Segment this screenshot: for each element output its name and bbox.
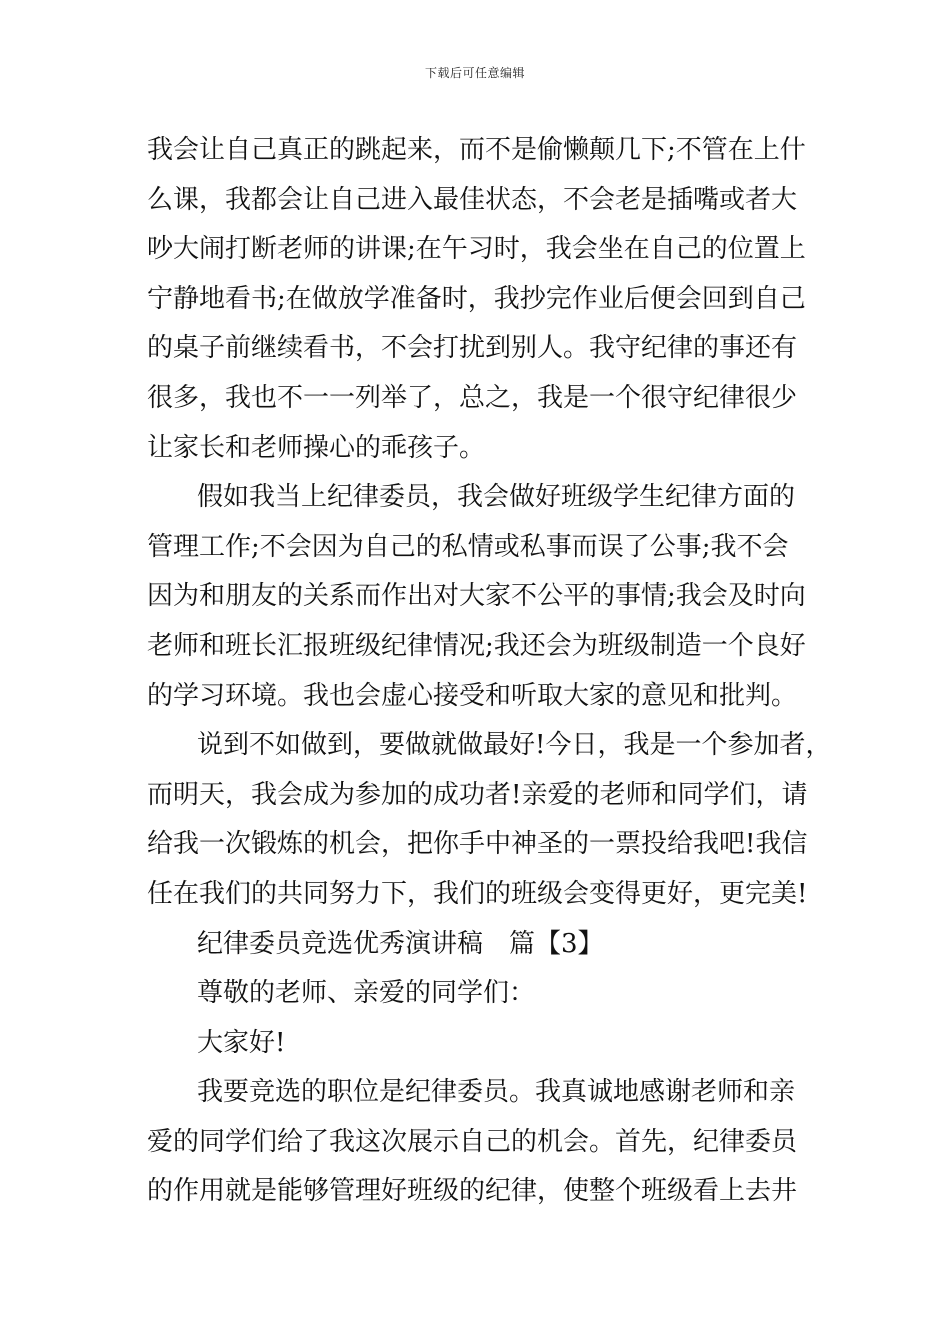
text-line: 我要竞选的职位是纪律委员。我真诚地感谢老师和亲 — [197, 1077, 796, 1108]
text-line: 爱的同学们给了我这次展示自己的机会。首先，纪律委员 — [147, 1126, 798, 1157]
section-heading: 纪律委员竞选优秀演讲稿 篇【3】 — [197, 928, 604, 959]
text-line: 的桌子前继续看书，不会打扰到别人。我守纪律的事还有 — [147, 333, 798, 364]
text-line: 宁静地看书;在做放学准备时，我抄完作业后便会回到自己 — [147, 283, 806, 314]
text-line: 管理工作;不会因为自己的私情或私事而误了公事;我不会 — [147, 531, 789, 562]
text-line: 因为和朋友的关系而作出对大家不公平的事情;我会及时向 — [147, 581, 806, 612]
text-line: 而明天，我会成为参加的成功者!亲爱的老师和同学们，请 — [147, 779, 808, 810]
salutation: 尊敬的老师、亲爱的同学们： — [197, 978, 536, 1009]
text-line: 老师和班长汇报班级纪律情况;我还会为班级制造一个良好 — [147, 630, 806, 661]
text-line: 让家长和老师操心的乖孩子。 — [147, 432, 486, 463]
text-line: 么课，我都会让自己进入最佳状态，不会老是插嘴或者大 — [147, 184, 798, 215]
text-line: 很多，我也不一一列举了，总之，我是一个很守纪律很少 — [147, 382, 798, 413]
paragraph-2 — [147, 473, 807, 721]
text-line: 我会让自己真正的跳起来，而不是偷懒颠几下;不管在上什 — [147, 135, 806, 165]
paragraph-1 — [147, 126, 807, 473]
document-body — [147, 126, 832, 1217]
text-line: 吵大闹打断老师的讲课;在午习时，我会坐在自己的位置上 — [147, 234, 806, 265]
page-header: 下载后可任意编辑 — [424, 66, 525, 80]
text-line: 给我一次锻炼的机会，把你手中神圣的一票投给我吧!我信 — [147, 829, 808, 860]
text-line: 说到不如做到，要做就做最好!今日，我是一个参加者， — [197, 730, 832, 761]
text-line: 假如我当上纪律委员，我会做好班级学生纪律方面的 — [197, 482, 796, 513]
paragraph-3 — [147, 721, 832, 919]
text-line: 的学习环境。我也会虚心接受和听取大家的意见和批判。 — [147, 680, 798, 711]
paragraph-4 — [147, 1068, 807, 1217]
greeting: 大家好! — [197, 1027, 286, 1058]
text-line: 的作用就是能够管理好班级的纪律，使整个班级看上去井 — [147, 1176, 798, 1207]
text-line: 任在我们的共同努力下，我们的班级会变得更好，更完美! — [147, 878, 808, 909]
